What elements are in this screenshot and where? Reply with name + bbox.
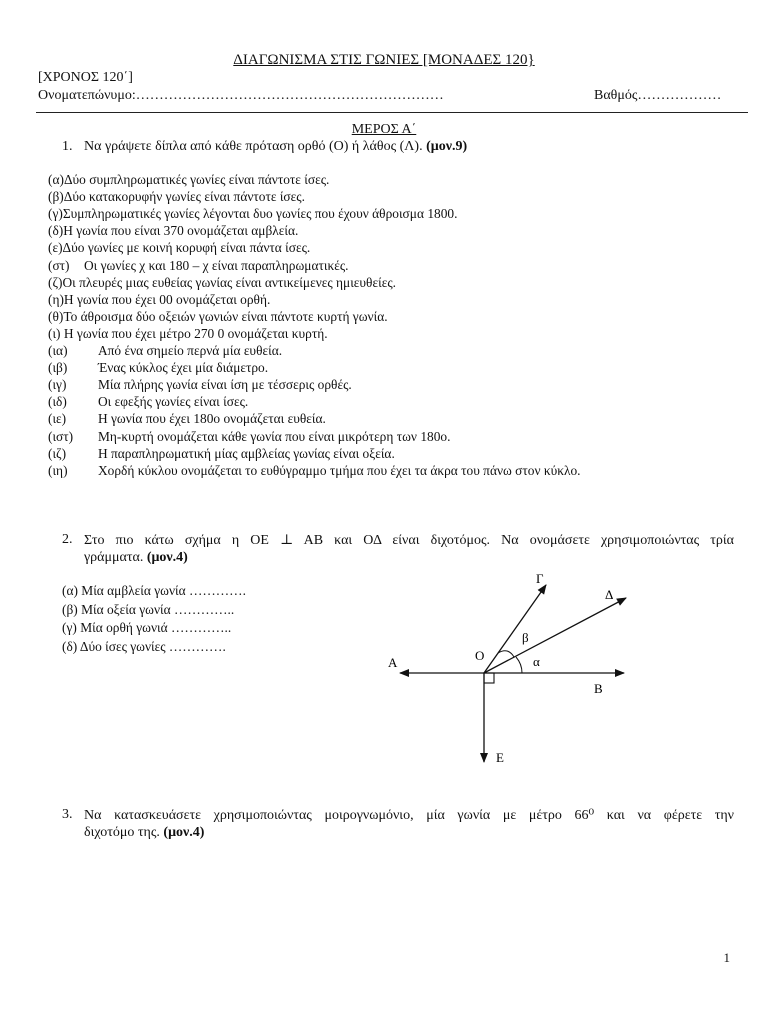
name-field: Ονοματεπώνυμο:………………………………………………………… <box>38 88 444 103</box>
q3-points: (μον.4) <box>163 825 205 840</box>
statement-label: (ιζ) <box>48 445 67 461</box>
statement-label: (θ) <box>48 308 64 324</box>
statement-text: Οι γωνίες χ και 180 – χ είναι παραπληρωματικές. <box>84 257 349 273</box>
q2-item-text: Μία ορθή γωνιά ………….. <box>80 620 232 635</box>
label-beta-angle: β <box>522 630 529 645</box>
q1-number: 1. <box>62 139 73 154</box>
statement-text: Οι εφεξής γωνίες είναι ίσες. <box>98 394 249 410</box>
statement-text: Δύο συμπληρωματικές γωνίες είναι πάντοτε ίσες. <box>63 172 330 187</box>
statement-text: Οι πλευρές μιας ευθείας γωνίας είναι αντικείμενες ημιευθείες. <box>62 274 396 290</box>
angle-beta-arc <box>498 651 514 657</box>
grade-field: Βαθμός……………… <box>594 88 722 103</box>
q2-points: (μον.4) <box>146 550 188 565</box>
statement-text: Μία πλήρης γωνία είναι ίση με τέσσερις ορθές. <box>98 377 352 393</box>
statement-label: (β) <box>48 189 64 205</box>
q2-item-text: Δύο ίσες γωνίες …………. <box>79 638 226 654</box>
q3-line2-wrap <box>84 825 204 841</box>
label-delta: Δ <box>605 587 614 602</box>
q1-points: (μον.9) <box>426 139 468 154</box>
statement-label: (στ) <box>48 257 70 273</box>
statement-label: (ιε) <box>48 411 67 427</box>
statement-text: Συμπληρωματικές γωνίες λέγονται δυο γωνίες που έχουν άθροισμα 1800. <box>62 206 458 222</box>
statement-text: Μη-κυρτή ονομάζεται κάθε γωνία που είναι μικρότερη των 180ο. <box>98 428 451 444</box>
statement-text: Το άθροισμα δύο οξειών γωνιών είναι πάντοτε κυρτή γωνία. <box>63 308 388 324</box>
label-b: Β <box>594 681 603 696</box>
statement-label: (ιδ) <box>48 394 67 410</box>
q2-line2: γράμματα. <box>84 550 144 565</box>
section-title: ΜΕΡΟΣ Α΄ <box>351 122 417 137</box>
angle-alpha-arc <box>516 657 522 673</box>
statement-text: Η γωνία που έχει μέτρο 270 0 ονομάζεται κυρτή. <box>60 325 328 341</box>
q2-number: 2. <box>62 532 73 547</box>
statement-text: Η παραπληρωματική μίας αμβλείας γωνίας είναι οξεία. <box>98 445 395 461</box>
statement-label: (η) <box>48 291 64 307</box>
q3-number: 3. <box>62 807 73 822</box>
label-gamma: Γ <box>536 571 544 586</box>
statement-text: Ένας κύκλος έχει μία διάμετρο. <box>98 360 269 376</box>
statement-label: (ια) <box>48 343 68 358</box>
statement-label: (ιστ) <box>48 428 74 444</box>
statement-text: Η γωνία που έχει 180ο ονομάζεται ευθεία. <box>98 411 326 427</box>
test-title: ΔΙΑΓΩΝΙΣΜΑ ΣΤΙΣ ΓΩΝΙΕΣ [ΜΟΝΑΔΕΣ 120} <box>233 52 535 68</box>
q2-item-label: (β) <box>62 601 78 617</box>
right-angle-mark <box>484 673 494 683</box>
statement-text: Δύο γωνίες με κοινή κορυφή είναι πάντα ίσες. <box>62 240 311 256</box>
page-number: 1 <box>723 950 730 965</box>
statement-label: (ιγ) <box>48 377 67 393</box>
statement-label: (ζ) <box>48 274 63 290</box>
statement-label: (ιβ) <box>48 360 68 376</box>
q3-line2: διχοτόμο της. <box>84 825 160 840</box>
q2-item-text: Μία οξεία γωνία ………….. <box>81 601 235 617</box>
q1-text: Να γράψετε δίπλα από κάθε πρόταση ορθό (Ο) ή λάθος (Λ). <box>84 139 423 154</box>
statement-text: Η γωνία που είναι 370 ονομάζεται αμβλεία. <box>63 223 299 239</box>
q3-line1: Να κατασκευάσετε χρησιμοποιώντας μοιρογνωμόνιο, μία γωνία με μέτρο 66⁰ και να φέρετε την <box>84 808 734 823</box>
q2-item-text: Μία αμβλεία γωνία …………. <box>81 583 246 598</box>
label-o: Ο <box>475 648 485 663</box>
statement-text: Η γωνία που έχει 00 ονομάζεται ορθή. <box>63 291 271 307</box>
time-limit: [ΧΡΟΝΟΣ 120΄] <box>38 70 133 85</box>
q2-line1: Στο πιο κάτω σχήμα η ΟΕ ⊥ ΑΒ και ΟΔ είναι διχοτόμος. Να ονομάσετε χρησιμοποιώντας τρία <box>84 533 734 548</box>
statement-text: Δύο κατακορυφήν γωνίες είναι πάντοτε ίσες. <box>63 189 305 205</box>
statement-label: (γ) <box>48 206 63 222</box>
q2-item-label: (δ) <box>62 638 78 654</box>
statement-label: (α) <box>48 172 64 187</box>
statement-text: Χορδή κύκλου ονομάζεται το ευθύγραμμο τμήμα που έχει τα άκρα του πάνω στον κύκλο. <box>98 462 581 478</box>
label-alpha-angle: α <box>533 654 540 669</box>
statement-label: (ε) <box>48 240 63 256</box>
statement-label: (δ) <box>48 223 64 239</box>
q2-item-label: (γ) <box>62 620 77 635</box>
label-a: Α <box>388 655 398 670</box>
statement-text: Από ένα σημείο περνά μία ευθεία. <box>98 343 283 358</box>
q2-item-label: (α) <box>62 583 78 598</box>
statement-label: (ιη) <box>48 462 68 478</box>
label-e: Ε <box>496 750 504 765</box>
statement-label: (ι) <box>48 325 61 341</box>
line-odelta <box>484 598 626 673</box>
